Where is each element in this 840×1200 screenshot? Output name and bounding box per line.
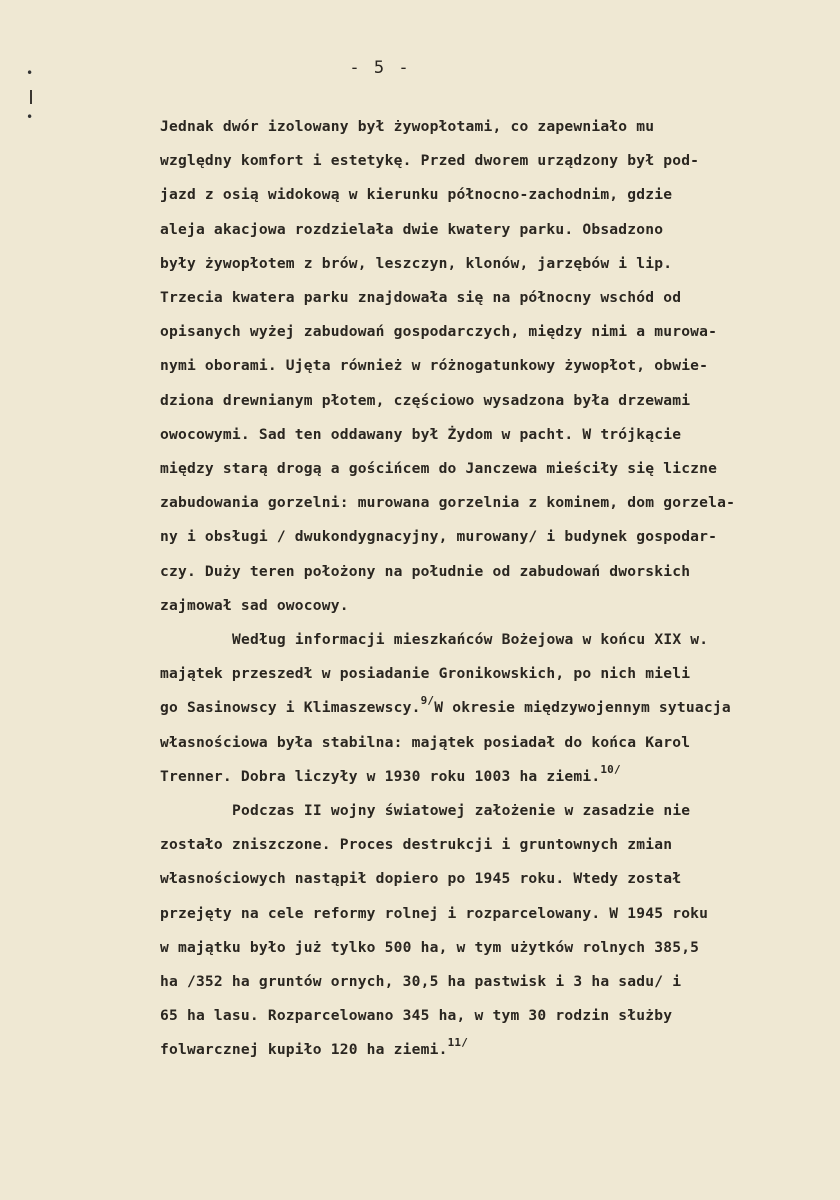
text-line [160,760,840,794]
text-line: czy. Duży teren położony na południe od zabudowań dworskich [160,562,691,580]
text-line: własnościowych nastąpił dopiero po 1945 roku. Wtedy został [160,870,682,888]
text-line [160,691,840,725]
footnote-ref: 10/ [600,762,621,776]
text-line: nymi oborami. Ujęta również w różnogatunkowy żywopłot, obwie- [160,357,709,375]
page-number: - 5 - [349,58,411,78]
text-line: majątek przeszedł w posiadanie Gronikowskich, po nich mieli [160,665,691,683]
text-line: względny komfort i estetykę. Przed dworem urządzony był pod- [160,152,700,170]
text-fragment: go Sasinowscy i Klimaszewscy. [160,699,421,717]
text-line: jazd z osią widokową w kierunku północno-zachodnim, gdzie [160,186,673,204]
text-line: ny i obsługi / dwukondygnacyjny, murowany/ i budynek gospodar- [160,528,718,546]
text-line [160,1033,840,1067]
margin-mark: • [26,110,34,124]
text-line: w majątku było już tylko 500 ha, w tym użytków rolnych 385,5 [160,938,700,956]
text-line: własnościowa była stabilna: majątek posiadał do końca Karol [160,733,691,751]
margin-mark: • [26,66,34,80]
text-line: zabudowania gorzelni: murowana gorzelnia z kominem, dom gorzela- [160,494,736,512]
text-line: zajmował sad owocowy. [160,596,349,614]
text-line: zostało zniszczone. Proces destrukcji i gruntownych zmian [160,836,673,854]
text-line: Według informacji mieszkańców Bożejowa w końcu XIX w. [232,631,709,649]
text-line: 65 ha lasu. Rozparcelowano 345 ha, w tym 30 rodzin służby [160,1007,673,1025]
text-line: Jednak dwór izolowany był żywopłotami, co zapewniało mu [160,118,655,135]
text-fragment: folwarcznej kupiło 120 ha ziemi. [160,1041,448,1059]
text-line: dziona drewnianym płotem, częściowo wysadzona była drzewami [160,391,691,409]
text-line: Trzecia kwatera parku znajdowała się na północny wschód od [160,289,682,307]
text-line: ha /352 ha gruntów ornych, 30,5 ha pastwisk i 3 ha sadu/ i [160,973,682,991]
text-line: były żywopłotem z brów, leszczyn, klonów, jarzębów i lip. [160,254,673,272]
text-line: przejęty na cele reformy rolnej i rozparcelowany. W 1945 roku [160,904,709,922]
text-line: owocowymi. Sad ten oddawany był Żydom w pacht. W trójkącie [160,425,682,443]
text-fragment: Trenner. Dobra liczyły w 1930 roku 1003 ha ziemi. [160,767,601,785]
text-fragment: W okresie międzywojennym sytuacja [434,699,731,717]
text-line: między starą drogą a gościńcem do Janczewa mieściły się liczne [160,460,718,478]
margin-tick [30,90,32,104]
footnote-ref: 9/ [420,694,435,708]
text-line: aleja akacjowa rozdzielała dwie kwatery parku. Obsadzono [160,220,664,238]
text-line: Podczas II wojny światowej założenie w zasadzie nie [232,802,691,820]
text-line: opisanych wyżej zabudowań gospodarczych, między nimi a murowa- [160,323,718,341]
footnote-ref: 11/ [447,1036,469,1050]
body-text [160,110,840,1068]
